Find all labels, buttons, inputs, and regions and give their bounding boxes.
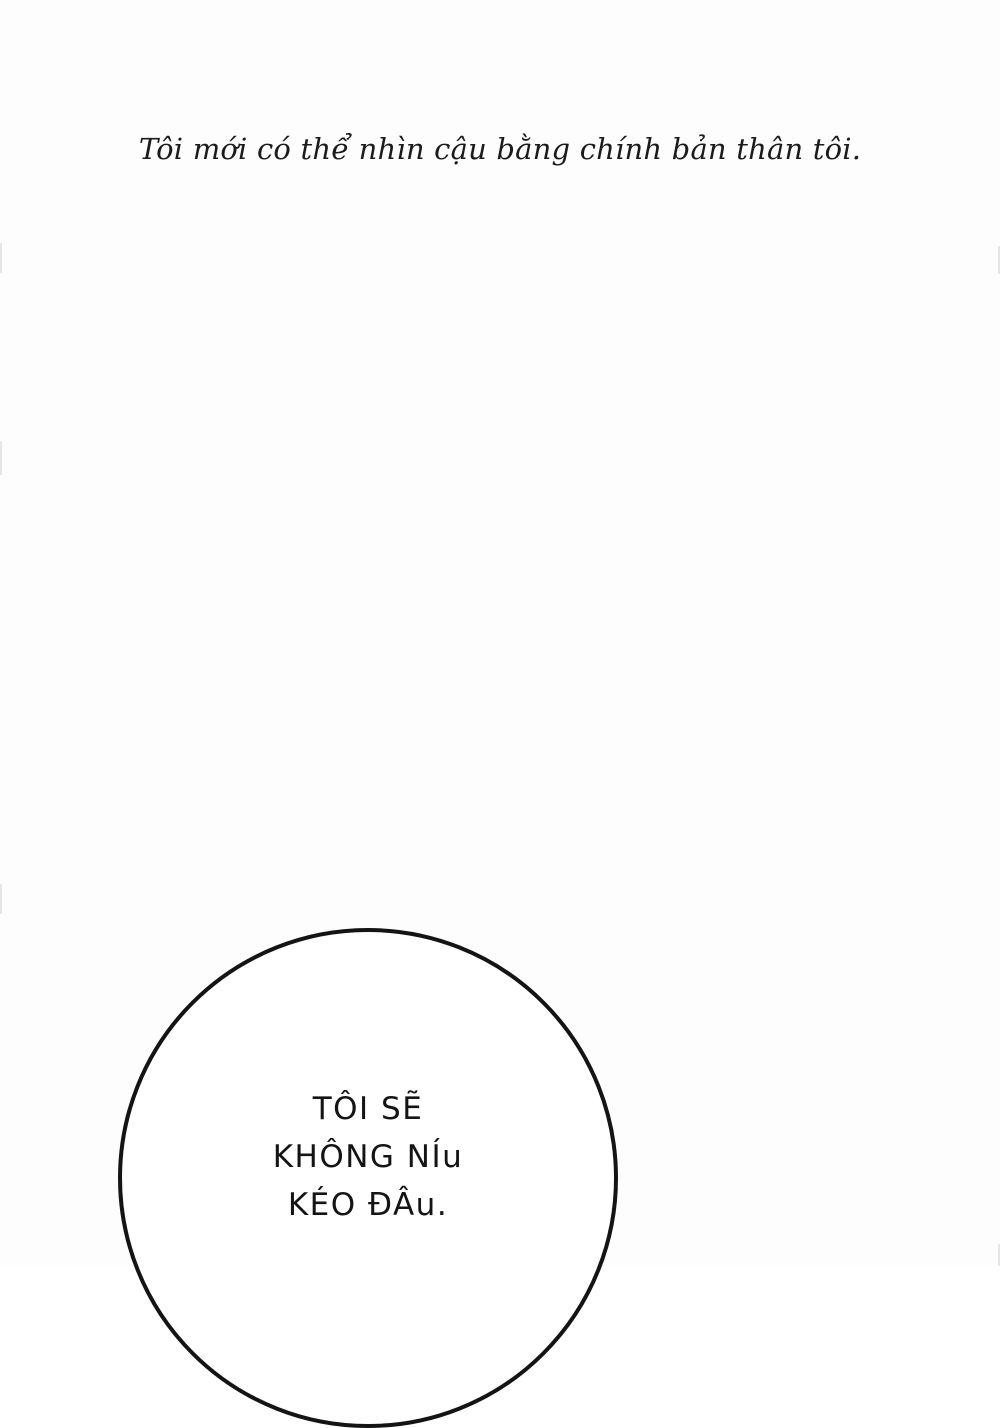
narration-text: Tôi mới có thể nhìn cậu bằng chính bản thân tôi.: [138, 132, 862, 166]
page-edge-mark: [0, 441, 2, 475]
speech-bubble-line-3: KÉO ĐÂu.: [287, 1187, 449, 1224]
speech-bubble-line-2: KHÔNG NÍu: [272, 1139, 464, 1176]
speech-bubble-line-1: TÔI SẼ: [312, 1091, 424, 1127]
speech-bubble-text: [118, 1085, 618, 1229]
page-edge-mark: [0, 884, 2, 914]
page-edge-mark: [0, 243, 2, 273]
